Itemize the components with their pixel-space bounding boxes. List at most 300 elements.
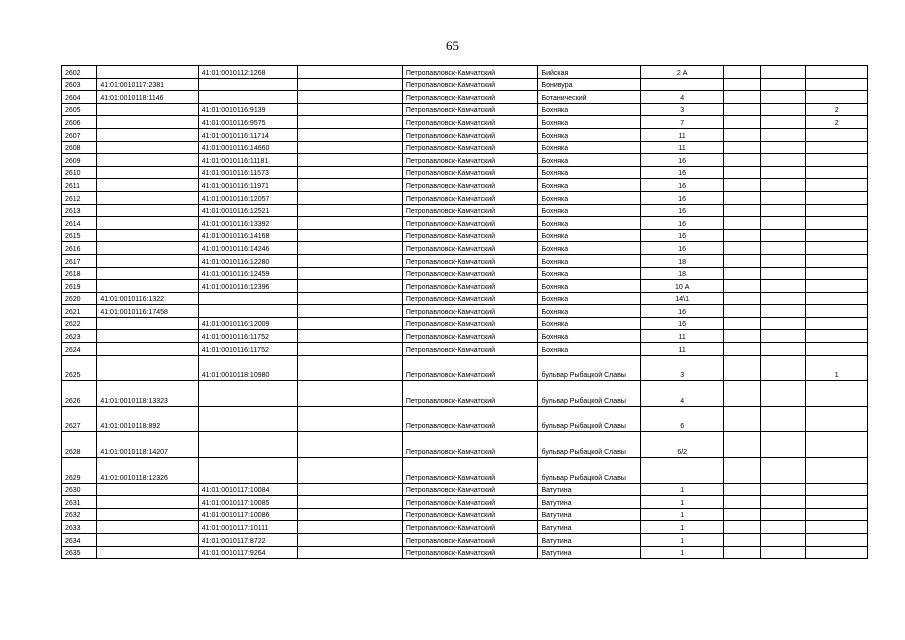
row-number: 2625 bbox=[62, 355, 97, 381]
table-row bbox=[62, 78, 868, 91]
city-cell: Петропавловск-Камчатский bbox=[402, 91, 538, 104]
spacer-cell bbox=[297, 191, 402, 204]
row-number: 2623 bbox=[62, 330, 97, 343]
extra-cell-2 bbox=[760, 116, 806, 129]
cadastral-number-primary bbox=[97, 546, 198, 559]
extra-cell-1 bbox=[724, 242, 760, 255]
extra-cell-2 bbox=[760, 521, 806, 534]
cadastral-number-primary: 41:01:0010118:13323 bbox=[97, 381, 198, 407]
table-row bbox=[62, 458, 868, 484]
house-number-cell: 6/2 bbox=[641, 432, 724, 458]
extra-cell-2 bbox=[760, 280, 806, 293]
cadastral-number-primary bbox=[97, 204, 198, 217]
row-number: 2606 bbox=[62, 116, 97, 129]
spacer-cell bbox=[297, 317, 402, 330]
cadastral-number-secondary: 41:01:0010116:12280 bbox=[198, 254, 297, 267]
city-cell: Петропавловск-Камчатский bbox=[402, 254, 538, 267]
house-number-cell: 16 bbox=[641, 204, 724, 217]
cadastral-number-primary: 41:01:0010118:14207 bbox=[97, 432, 198, 458]
spacer-cell bbox=[297, 254, 402, 267]
house-number-cell: 16 bbox=[641, 191, 724, 204]
spacer-cell bbox=[297, 128, 402, 141]
spacer-cell bbox=[297, 508, 402, 521]
city-cell: Петропавловск-Камчатский bbox=[402, 191, 538, 204]
city-cell: Петропавловск-Камчатский bbox=[402, 406, 538, 432]
house-number-cell bbox=[641, 78, 724, 91]
city-cell: Петропавловск-Камчатский bbox=[402, 78, 538, 91]
city-cell: Петропавловск-Камчатский bbox=[402, 280, 538, 293]
extra-cell-3 bbox=[806, 229, 868, 242]
extra-cell-2 bbox=[760, 432, 806, 458]
house-number-cell: 1 bbox=[641, 546, 724, 559]
city-cell: Петропавловск-Камчатский bbox=[402, 534, 538, 547]
cadastral-number-secondary: 41:01:0010116:12057 bbox=[198, 191, 297, 204]
street-cell: Ватутина bbox=[538, 496, 641, 509]
table-row bbox=[62, 242, 868, 255]
table-row bbox=[62, 317, 868, 330]
street-cell: Бонивура bbox=[538, 78, 641, 91]
cadastral-number-secondary: 41:01:0010117:9264 bbox=[198, 546, 297, 559]
spacer-cell bbox=[297, 355, 402, 381]
cadastral-number-secondary bbox=[198, 292, 297, 305]
cadastral-number-primary bbox=[97, 496, 198, 509]
street-cell: Ватутина bbox=[538, 508, 641, 521]
extra-cell-1 bbox=[724, 330, 760, 343]
city-cell: Петропавловск-Камчатский bbox=[402, 483, 538, 496]
cadastral-number-secondary: 41:01:0010116:12521 bbox=[198, 204, 297, 217]
table-row bbox=[62, 483, 868, 496]
street-cell: Бийская bbox=[538, 66, 641, 79]
extra-cell-3 bbox=[806, 317, 868, 330]
street-cell: Бохняка bbox=[538, 179, 641, 192]
cadastral-number-secondary: 41:01:0010116:11181 bbox=[198, 154, 297, 167]
extra-cell-2 bbox=[760, 458, 806, 484]
city-cell: Петропавловск-Камчатский bbox=[402, 154, 538, 167]
extra-cell-3 bbox=[806, 141, 868, 154]
extra-cell-1 bbox=[724, 254, 760, 267]
house-number-cell: 6 bbox=[641, 406, 724, 432]
street-cell: Ватутина bbox=[538, 521, 641, 534]
spacer-cell bbox=[297, 280, 402, 293]
cadastral-number-secondary: 41:01:0010116:11752 bbox=[198, 330, 297, 343]
extra-cell-1 bbox=[724, 280, 760, 293]
row-number: 2633 bbox=[62, 521, 97, 534]
row-number: 2621 bbox=[62, 305, 97, 318]
cadastral-number-secondary: 41:01:0010116:9575 bbox=[198, 116, 297, 129]
extra-cell-1 bbox=[724, 305, 760, 318]
house-number-cell: 16 bbox=[641, 179, 724, 192]
extra-cell-3 bbox=[806, 191, 868, 204]
cadastral-number-primary bbox=[97, 280, 198, 293]
extra-cell-1 bbox=[724, 116, 760, 129]
house-number-cell: 16 bbox=[641, 217, 724, 230]
row-number: 2602 bbox=[62, 66, 97, 79]
row-number: 2610 bbox=[62, 166, 97, 179]
extra-cell-2 bbox=[760, 343, 806, 356]
extra-cell-1 bbox=[724, 508, 760, 521]
cadastral-number-primary: 41:01:0010116:17458 bbox=[97, 305, 198, 318]
extra-cell-3 bbox=[806, 458, 868, 484]
cadastral-number-primary bbox=[97, 103, 198, 116]
cadastral-number-secondary: 41:01:0010112:1268 bbox=[198, 66, 297, 79]
street-cell: Бохняка bbox=[538, 330, 641, 343]
street-cell: Бохняка bbox=[538, 242, 641, 255]
cadastral-number-primary: 41:01:0010118:1146 bbox=[97, 91, 198, 104]
spacer-cell bbox=[297, 103, 402, 116]
table-row bbox=[62, 229, 868, 242]
spacer-cell bbox=[297, 432, 402, 458]
table-row bbox=[62, 217, 868, 230]
table-row bbox=[62, 191, 868, 204]
house-number-cell: 1 bbox=[641, 483, 724, 496]
house-number-cell: 16 bbox=[641, 242, 724, 255]
cadastral-number-secondary: 41:01:0010117:10086 bbox=[198, 508, 297, 521]
house-number-cell: 14\1 bbox=[641, 292, 724, 305]
table-row bbox=[62, 166, 868, 179]
extra-cell-2 bbox=[760, 191, 806, 204]
extra-cell-3 bbox=[806, 496, 868, 509]
table-row bbox=[62, 381, 868, 407]
cadastral-number-primary bbox=[97, 128, 198, 141]
row-number: 2630 bbox=[62, 483, 97, 496]
row-number: 2628 bbox=[62, 432, 97, 458]
cadastral-number-secondary: 41:01:0010116:14168 bbox=[198, 229, 297, 242]
row-number: 2624 bbox=[62, 343, 97, 356]
row-number: 2608 bbox=[62, 141, 97, 154]
city-cell: Петропавловск-Камчатский bbox=[402, 141, 538, 154]
extra-cell-1 bbox=[724, 406, 760, 432]
cadastral-number-secondary: 41:01:0010117:10084 bbox=[198, 483, 297, 496]
extra-cell-3 bbox=[806, 166, 868, 179]
extra-cell-2 bbox=[760, 355, 806, 381]
house-number-cell: 16 bbox=[641, 154, 724, 167]
extra-cell-1 bbox=[724, 191, 760, 204]
table-row bbox=[62, 141, 868, 154]
city-cell: Петропавловск-Камчатский bbox=[402, 343, 538, 356]
spacer-cell bbox=[297, 483, 402, 496]
cadastral-number-secondary: 41:01:0010116:12396 bbox=[198, 280, 297, 293]
extra-cell-2 bbox=[760, 508, 806, 521]
row-number: 2609 bbox=[62, 154, 97, 167]
extra-cell-1 bbox=[724, 534, 760, 547]
spacer-cell bbox=[297, 292, 402, 305]
house-number-cell: 1 bbox=[641, 534, 724, 547]
street-cell: Бохняка bbox=[538, 267, 641, 280]
house-number-cell: 16 bbox=[641, 166, 724, 179]
extra-cell-2 bbox=[760, 204, 806, 217]
extra-cell-3 bbox=[806, 330, 868, 343]
extra-cell-2 bbox=[760, 242, 806, 255]
spacer-cell bbox=[297, 534, 402, 547]
table-row bbox=[62, 496, 868, 509]
extra-cell-3 bbox=[806, 78, 868, 91]
cadastral-number-primary bbox=[97, 483, 198, 496]
cadastral-number-primary bbox=[97, 242, 198, 255]
spacer-cell bbox=[297, 458, 402, 484]
extra-cell-3 bbox=[806, 406, 868, 432]
page-number: 65 bbox=[446, 38, 459, 53]
extra-cell-2 bbox=[760, 78, 806, 91]
extra-cell-3 bbox=[806, 508, 868, 521]
spacer-cell bbox=[297, 91, 402, 104]
extra-cell-1 bbox=[724, 546, 760, 559]
street-cell: Бохняка bbox=[538, 317, 641, 330]
extra-cell-3 bbox=[806, 292, 868, 305]
street-cell: бульвар Рыбацкой Славы bbox=[538, 458, 641, 484]
city-cell: Петропавловск-Камчатский bbox=[402, 116, 538, 129]
street-cell: бульвар Рыбацкой Славы bbox=[538, 406, 641, 432]
house-number-cell: 7 bbox=[641, 116, 724, 129]
extra-cell-2 bbox=[760, 166, 806, 179]
table-row bbox=[62, 66, 868, 79]
cadastral-number-primary bbox=[97, 343, 198, 356]
extra-cell-1 bbox=[724, 458, 760, 484]
extra-cell-3 bbox=[806, 267, 868, 280]
house-number-cell: 11 bbox=[641, 141, 724, 154]
cadastral-number-secondary: 41:01:0010117:8722 bbox=[198, 534, 297, 547]
street-cell: бульвар Рыбацкой Славы bbox=[538, 381, 641, 407]
row-number: 2615 bbox=[62, 229, 97, 242]
city-cell: Петропавловск-Камчатский bbox=[402, 305, 538, 318]
spacer-cell bbox=[297, 242, 402, 255]
city-cell: Петропавловск-Камчатский bbox=[402, 330, 538, 343]
cadastral-number-primary bbox=[97, 66, 198, 79]
extra-cell-1 bbox=[724, 103, 760, 116]
extra-cell-2 bbox=[760, 254, 806, 267]
extra-cell-3 bbox=[806, 546, 868, 559]
spacer-cell bbox=[297, 305, 402, 318]
row-number: 2634 bbox=[62, 534, 97, 547]
row-number: 2622 bbox=[62, 317, 97, 330]
table-row bbox=[62, 128, 868, 141]
city-cell: Петропавловск-Камчатский bbox=[402, 103, 538, 116]
row-number: 2618 bbox=[62, 267, 97, 280]
city-cell: Петропавловск-Камчатский bbox=[402, 204, 538, 217]
street-cell: Ватутина bbox=[538, 534, 641, 547]
cadastral-number-primary bbox=[97, 317, 198, 330]
extra-cell-3: 2 bbox=[806, 103, 868, 116]
extra-cell-3 bbox=[806, 128, 868, 141]
extra-cell-1 bbox=[724, 179, 760, 192]
row-number: 2614 bbox=[62, 217, 97, 230]
extra-cell-1 bbox=[724, 217, 760, 230]
cadastral-number-primary bbox=[97, 254, 198, 267]
cadastral-number-secondary bbox=[198, 458, 297, 484]
extra-cell-2 bbox=[760, 128, 806, 141]
spacer-cell bbox=[297, 267, 402, 280]
extra-cell-1 bbox=[724, 381, 760, 407]
city-cell: Петропавловск-Камчатский bbox=[402, 292, 538, 305]
table-row bbox=[62, 521, 868, 534]
cadastral-number-secondary: 41:01:0010116:9139 bbox=[198, 103, 297, 116]
street-cell: Бохняка bbox=[538, 128, 641, 141]
extra-cell-3 bbox=[806, 242, 868, 255]
extra-cell-2 bbox=[760, 317, 806, 330]
street-cell: Бохняка bbox=[538, 204, 641, 217]
city-cell: Петропавловск-Камчатский bbox=[402, 521, 538, 534]
city-cell: Петропавловск-Камчатский bbox=[402, 432, 538, 458]
city-cell: Петропавловск-Камчатский bbox=[402, 66, 538, 79]
table-row bbox=[62, 91, 868, 104]
row-number: 2619 bbox=[62, 280, 97, 293]
extra-cell-2 bbox=[760, 229, 806, 242]
extra-cell-1 bbox=[724, 317, 760, 330]
cadastral-number-secondary bbox=[198, 432, 297, 458]
row-number: 2620 bbox=[62, 292, 97, 305]
extra-cell-2 bbox=[760, 103, 806, 116]
row-number: 2611 bbox=[62, 179, 97, 192]
house-number-cell: 11 bbox=[641, 128, 724, 141]
table-row bbox=[62, 179, 868, 192]
street-cell: Бохняка bbox=[538, 229, 641, 242]
house-number-cell: 16 bbox=[641, 305, 724, 318]
city-cell: Петропавловск-Камчатский bbox=[402, 179, 538, 192]
extra-cell-1 bbox=[724, 166, 760, 179]
extra-cell-2 bbox=[760, 154, 806, 167]
spacer-cell bbox=[297, 179, 402, 192]
extra-cell-1 bbox=[724, 154, 760, 167]
house-number-cell: 18 bbox=[641, 267, 724, 280]
cadastral-number-secondary: 41:01:0010116:12009 bbox=[198, 317, 297, 330]
cadastral-number-secondary: 41:01:0010116:12459 bbox=[198, 267, 297, 280]
house-number-cell: 1 bbox=[641, 521, 724, 534]
city-cell: Петропавловск-Камчатский bbox=[402, 458, 538, 484]
street-cell: Ватутина bbox=[538, 483, 641, 496]
extra-cell-1 bbox=[724, 78, 760, 91]
extra-cell-2 bbox=[760, 305, 806, 318]
cadastral-number-primary bbox=[97, 191, 198, 204]
street-cell: бульвар Рыбацкой Славы bbox=[538, 355, 641, 381]
spacer-cell bbox=[297, 521, 402, 534]
extra-cell-2 bbox=[760, 91, 806, 104]
city-cell: Петропавловск-Камчатский bbox=[402, 267, 538, 280]
registry-table bbox=[61, 65, 868, 559]
row-number: 2631 bbox=[62, 496, 97, 509]
extra-cell-1 bbox=[724, 204, 760, 217]
cadastral-number-primary bbox=[97, 534, 198, 547]
table-row bbox=[62, 355, 868, 381]
house-number-cell: 16 bbox=[641, 229, 724, 242]
extra-cell-3 bbox=[806, 204, 868, 217]
spacer-cell bbox=[297, 496, 402, 509]
house-number-cell: 1 bbox=[641, 508, 724, 521]
extra-cell-2 bbox=[760, 179, 806, 192]
extra-cell-3 bbox=[806, 254, 868, 267]
row-number: 2605 bbox=[62, 103, 97, 116]
spacer-cell bbox=[297, 116, 402, 129]
street-cell: Бохняка bbox=[538, 292, 641, 305]
extra-cell-1 bbox=[724, 141, 760, 154]
street-cell: Ватутина bbox=[538, 546, 641, 559]
cadastral-number-primary bbox=[97, 355, 198, 381]
table-row bbox=[62, 267, 868, 280]
cadastral-number-primary bbox=[97, 330, 198, 343]
row-number: 2626 bbox=[62, 381, 97, 407]
cadastral-number-primary bbox=[97, 179, 198, 192]
extra-cell-2 bbox=[760, 381, 806, 407]
extra-cell-2 bbox=[760, 330, 806, 343]
cadastral-number-secondary: 41:01:0010116:11971 bbox=[198, 179, 297, 192]
row-number: 2627 bbox=[62, 406, 97, 432]
extra-cell-3 bbox=[806, 154, 868, 167]
cadastral-number-secondary: 41:01:0010117:10111 bbox=[198, 521, 297, 534]
row-number: 2604 bbox=[62, 91, 97, 104]
extra-cell-3 bbox=[806, 483, 868, 496]
house-number-cell: 2 А bbox=[641, 66, 724, 79]
spacer-cell bbox=[297, 330, 402, 343]
cadastral-number-primary: 41:01:0010118:892 bbox=[97, 406, 198, 432]
table-row bbox=[62, 508, 868, 521]
cadastral-number-primary bbox=[97, 229, 198, 242]
extra-cell-1 bbox=[724, 91, 760, 104]
row-number: 2612 bbox=[62, 191, 97, 204]
row-number: 2616 bbox=[62, 242, 97, 255]
extra-cell-1 bbox=[724, 521, 760, 534]
row-number: 2613 bbox=[62, 204, 97, 217]
table-row bbox=[62, 330, 868, 343]
extra-cell-2 bbox=[760, 546, 806, 559]
cadastral-number-primary: 41:01:0010117:2381 bbox=[97, 78, 198, 91]
table-row bbox=[62, 204, 868, 217]
house-number-cell: 18 bbox=[641, 254, 724, 267]
cadastral-number-secondary: 41:01:0010116:14246 bbox=[198, 242, 297, 255]
table-row bbox=[62, 280, 868, 293]
city-cell: Петропавловск-Камчатский bbox=[402, 166, 538, 179]
street-cell: Бохняка bbox=[538, 141, 641, 154]
row-number: 2617 bbox=[62, 254, 97, 267]
cadastral-number-secondary: 41:01:0010116:13392 bbox=[198, 217, 297, 230]
cadastral-number-primary bbox=[97, 508, 198, 521]
street-cell: Бохняка bbox=[538, 103, 641, 116]
extra-cell-3: 2 bbox=[806, 116, 868, 129]
extra-cell-3 bbox=[806, 534, 868, 547]
spacer-cell bbox=[297, 229, 402, 242]
house-number-cell: 4 bbox=[641, 91, 724, 104]
row-number: 2632 bbox=[62, 508, 97, 521]
extra-cell-2 bbox=[760, 66, 806, 79]
street-cell: Бохняка bbox=[538, 305, 641, 318]
extra-cell-2 bbox=[760, 406, 806, 432]
house-number-cell: 3 bbox=[641, 103, 724, 116]
spacer-cell bbox=[297, 141, 402, 154]
city-cell: Петропавловск-Камчатский bbox=[402, 508, 538, 521]
extra-cell-2 bbox=[760, 141, 806, 154]
house-number-cell: 10 А bbox=[641, 280, 724, 293]
spacer-cell bbox=[297, 78, 402, 91]
city-cell: Петропавловск-Камчатский bbox=[402, 229, 538, 242]
house-number-cell: 11 bbox=[641, 343, 724, 356]
cadastral-number-secondary bbox=[198, 91, 297, 104]
extra-cell-1 bbox=[724, 292, 760, 305]
table-row bbox=[62, 406, 868, 432]
house-number-cell: 16 bbox=[641, 317, 724, 330]
cadastral-number-secondary bbox=[198, 406, 297, 432]
house-number-cell: 11 bbox=[641, 330, 724, 343]
extra-cell-3 bbox=[806, 381, 868, 407]
table-row bbox=[62, 103, 868, 116]
extra-cell-3 bbox=[806, 179, 868, 192]
cadastral-number-secondary bbox=[198, 381, 297, 407]
extra-cell-3 bbox=[806, 305, 868, 318]
row-number: 2607 bbox=[62, 128, 97, 141]
cadastral-number-primary bbox=[97, 116, 198, 129]
extra-cell-1 bbox=[724, 355, 760, 381]
city-cell: Петропавловск-Камчатский bbox=[402, 128, 538, 141]
table-row bbox=[62, 534, 868, 547]
spacer-cell bbox=[297, 204, 402, 217]
table-row bbox=[62, 116, 868, 129]
spacer-cell bbox=[297, 66, 402, 79]
